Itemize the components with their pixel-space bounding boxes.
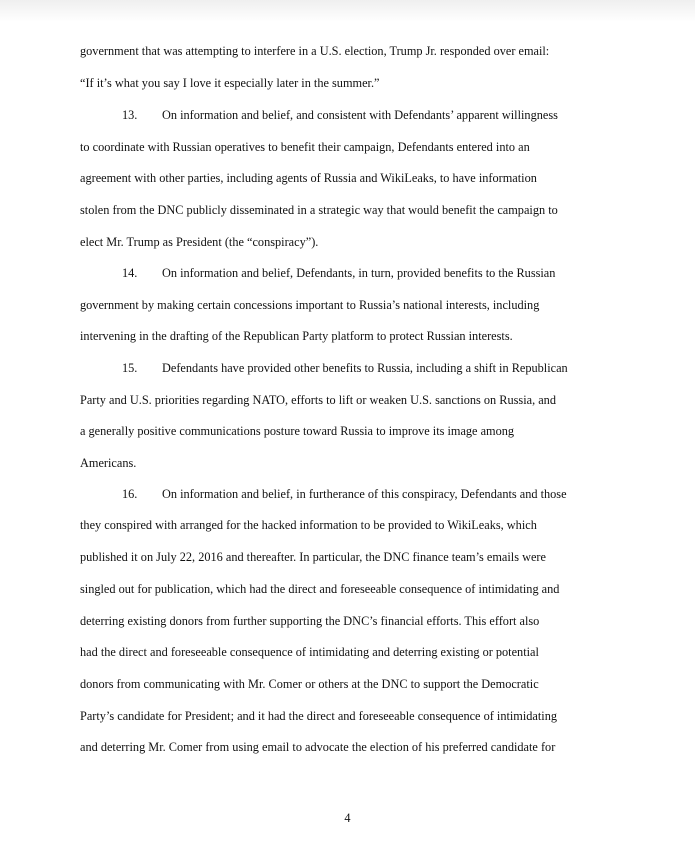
text-line: Defendants have provided other benefits to Russia, including a shift in Republican [162,361,568,375]
text-line: deterring existing donors from further supporting the DNC’s financial efforts. This effort also [80,614,540,628]
paragraph-16-first-line [122,486,567,502]
text-line: and deterring Mr. Comer from using email to advocate the election of his preferred candidate for [80,740,556,754]
text-line: a generally positive communications posture toward Russia to improve its image among [80,424,515,438]
paragraph-number: 16. [122,487,138,501]
text-line: Americans. [80,456,137,470]
text-line: Party and U.S. priorities regarding NATO, efforts to lift or weaken U.S. sanctions on Russia, and [80,393,556,407]
text-line: On information and belief, and consistent with Defendants’ apparent willingness [162,108,558,122]
paragraph-number: 14. [122,266,138,280]
paragraph-13-first-line [122,107,558,123]
text-line: “If it’s what you say I love it especially later in the summer.” [80,76,380,90]
text-line: government that was attempting to interfere in a U.S. election, Trump Jr. responded over email: [80,44,550,58]
page-number: 4 [344,811,351,825]
text-line: Party’s candidate for President; and it had the direct and foreseeable consequence of intimidating [80,709,558,723]
text-line: On information and belief, in furtherance of this conspiracy, Defendants and those [162,487,567,501]
text-line: government by making certain concessions important to Russia’s national interests, including [80,298,540,312]
text-line: donors from communicating with Mr. Comer or others at the DNC to support the Democratic [80,677,539,691]
text-line: they conspired with arranged for the hacked information to be provided to WikiLeaks, which [80,518,537,532]
text-line: stolen from the DNC publicly disseminated in a strategic way that would benefit the campaign to [80,203,558,217]
paragraph-number: 15. [122,361,138,375]
text-line: agreement with other parties, including agents of Russia and WikiLeaks, to have information [80,171,537,185]
paragraph-14-first-line [122,265,555,281]
text-line: elect Mr. Trump as President (the “conspiracy”). [80,235,319,249]
text-line: had the direct and foreseeable consequence of intimidating and deterring existing or potential [80,645,539,659]
text-line: intervening in the drafting of the Republican Party platform to protect Russian interests. [80,329,513,343]
paragraph-number: 13. [122,108,138,122]
text-line: On information and belief, Defendants, in turn, provided benefits to the Russian [162,266,556,280]
paragraph-15-first-line [122,360,568,376]
text-line: to coordinate with Russian operatives to benefit their campaign, Defendants entered into an [80,140,530,154]
text-line: singled out for publication, which had the direct and foreseeable consequence of intimidating and [80,582,560,596]
text-line: published it on July 22, 2016 and thereafter. In particular, the DNC finance team’s emails were [80,550,546,564]
